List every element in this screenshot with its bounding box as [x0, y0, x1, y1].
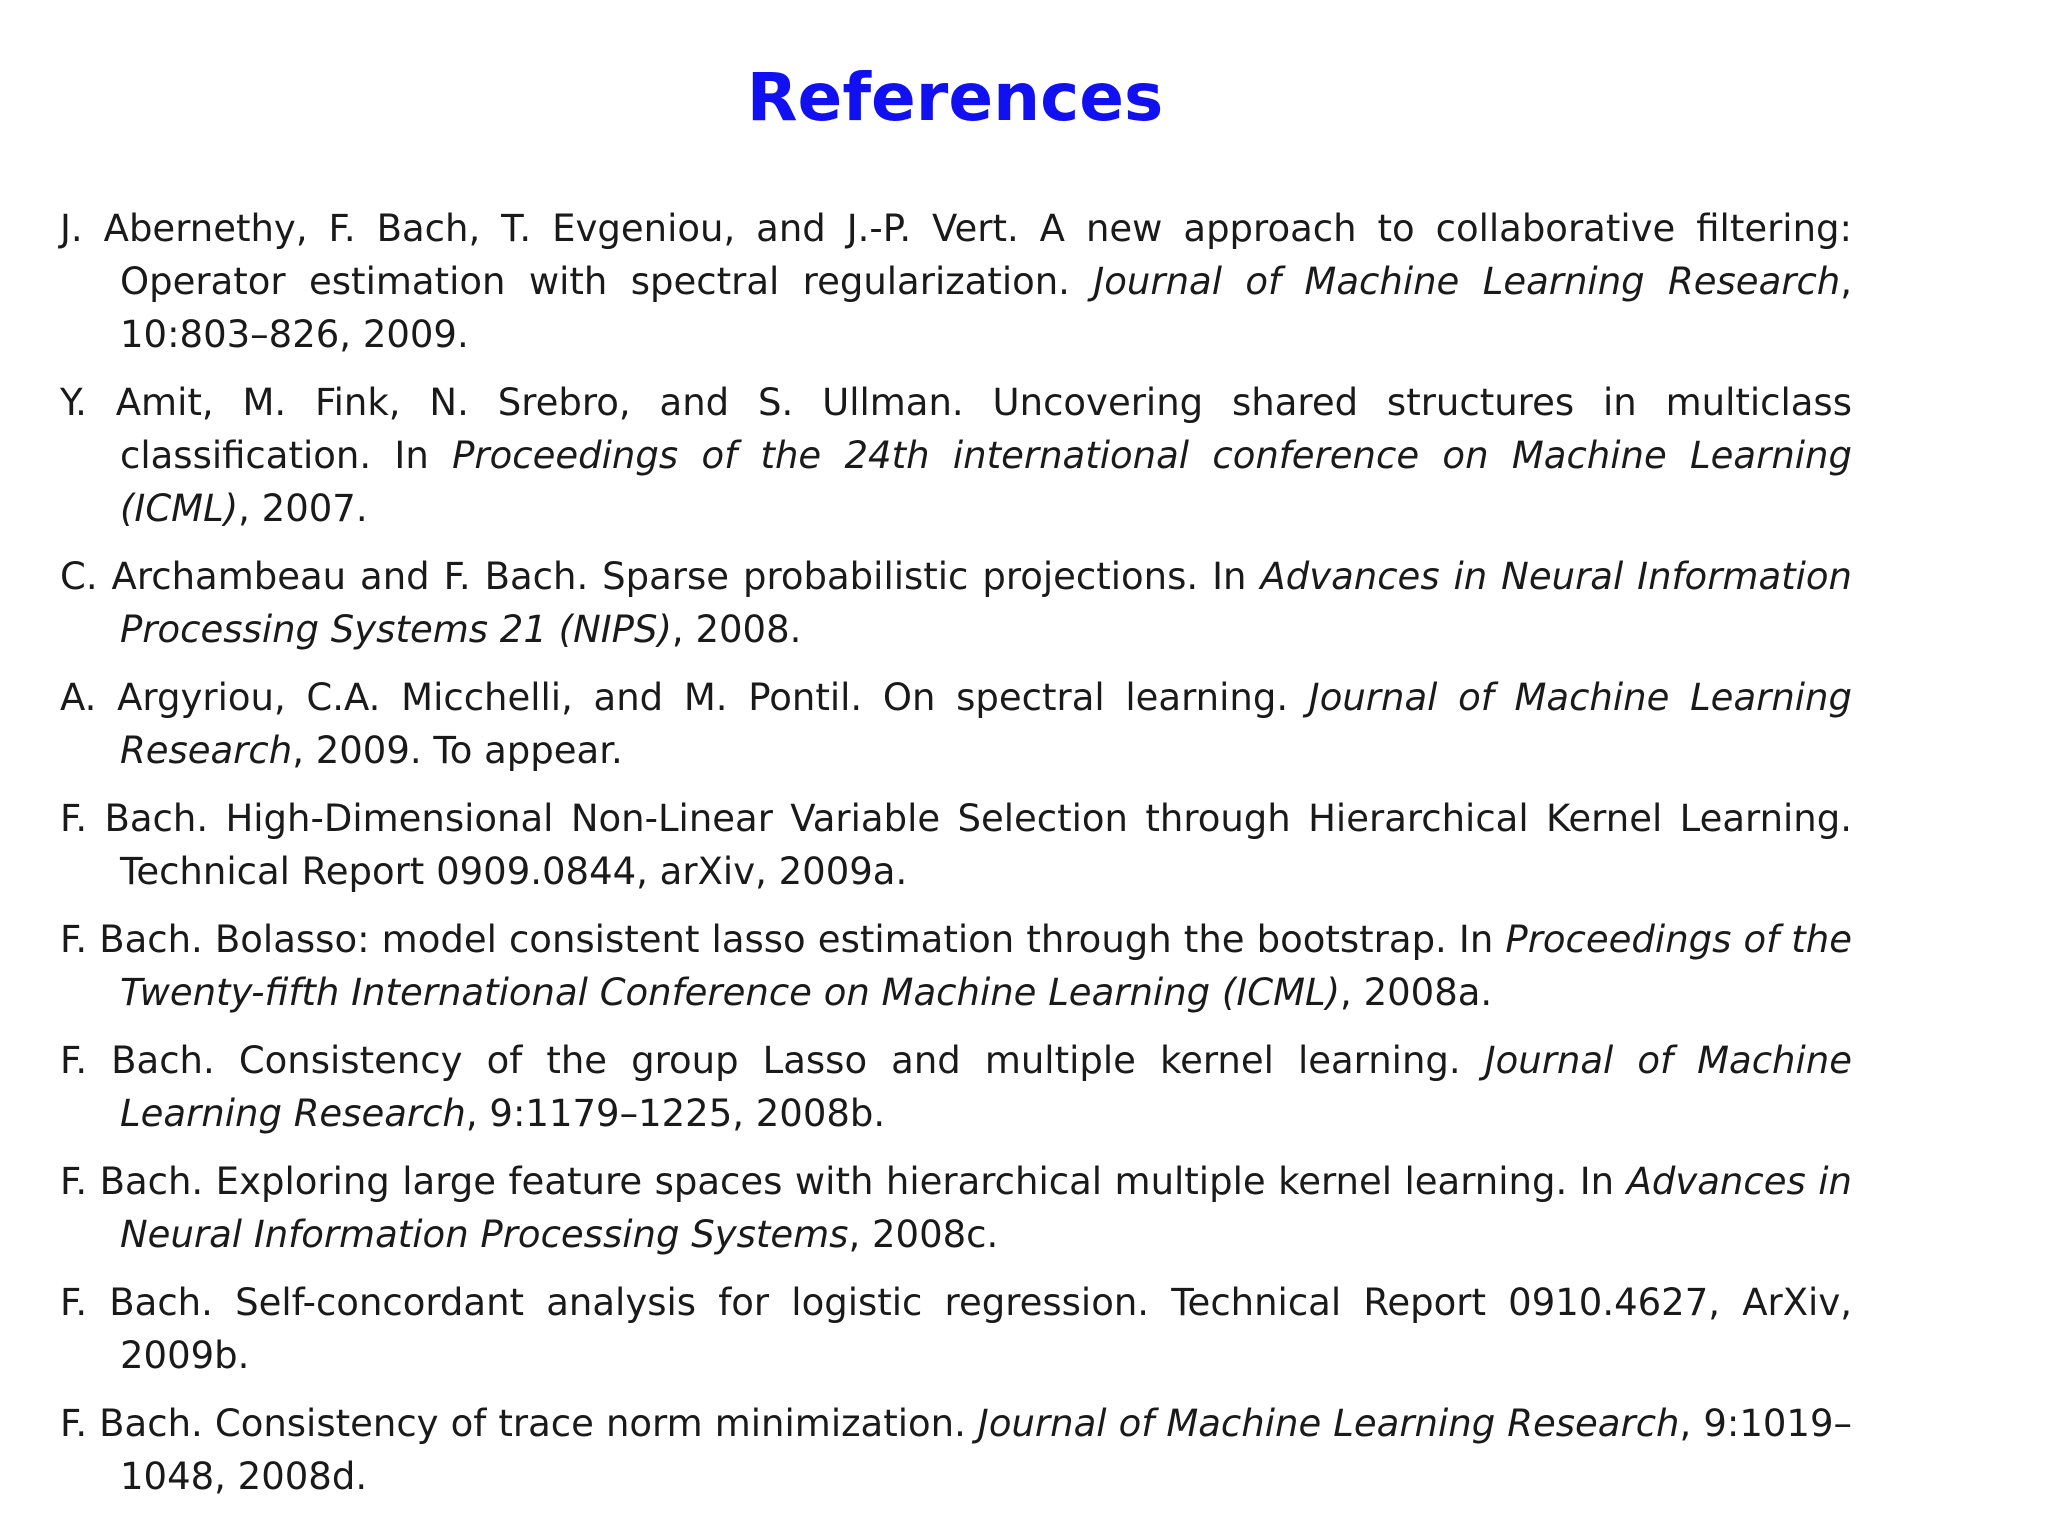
reference-details: , 2007.: [238, 487, 368, 530]
page-title: References: [746, 59, 1164, 136]
reference-item: [60, 913, 1852, 1019]
reference-list: [60, 202, 1852, 1518]
reference-venue: Journal of Machine Learning Research: [1093, 260, 1841, 303]
reference-text: F. Bach. Bolasso: model consistent lasso estimation through the bootstrap. In: [60, 918, 1506, 961]
reference-venue: Proceedings of the Twenty-fifth International Conference on Machine Learning (ICML): [120, 918, 1852, 1014]
reference-venue: Journal of Machine Learning Research: [120, 1039, 1852, 1135]
reference-details: , 2008a.: [1340, 971, 1493, 1014]
reference-details: , 9:1179–1225, 2008b.: [465, 1092, 886, 1135]
reference-venue: Proceedings of the 24th international conference on Machine Learning (ICML): [120, 434, 1852, 530]
reference-venue: Advances in Neural Information Processing Systems: [120, 1160, 1852, 1256]
reference-text: F. Bach. High-Dimensional Non-Linear Variable Selection through Hierarchical Kernel Learning. Technical Report 0909.0844, arXiv, 2009a.: [60, 797, 1852, 893]
reference-text: C. Archambeau and F. Bach. Sparse probabilistic projections. In: [60, 555, 1261, 598]
reference-text: F. Bach. Consistency of the group Lasso and multiple kernel learning.: [60, 1039, 1485, 1082]
reference-text: J. Abernethy, F. Bach, T. Evgeniou, and J.-P. Vert. A new approach to collaborative filtering: Operator estimation with spectral regularization.: [60, 207, 1852, 303]
reference-details: , 2008.: [671, 608, 802, 651]
reference-item: [60, 202, 1852, 361]
reference-details: , 10:803–826, 2009.: [120, 260, 1853, 356]
reference-text: F. Bach. Consistency of trace norm minimization.: [60, 1402, 978, 1445]
reference-item: [60, 1276, 1852, 1382]
reference-item: [60, 792, 1852, 898]
reference-details: , 2009. To appear.: [292, 729, 623, 772]
reference-details: , 2008c.: [848, 1213, 999, 1256]
reference-venue: Journal of Machine Learning Research: [120, 676, 1852, 772]
reference-text: F. Bach. Exploring large feature spaces with hierarchical multiple kernel learning. In: [60, 1160, 1627, 1203]
reference-venue: Advances in Neural Information Processing Systems 21 (NIPS): [120, 555, 1852, 651]
reference-item: [60, 376, 1852, 535]
reference-text: Y. Amit, M. Fink, N. Srebro, and S. Ullman. Uncovering shared structures in multiclass classification. In: [60, 381, 1852, 477]
reference-details: , 9:1019–1048, 2008d.: [120, 1402, 1852, 1498]
reference-text: F. Bach. Self-concordant analysis for logistic regression. Technical Report 0910.4627, ArXiv, 2009b.: [60, 1281, 1852, 1377]
reference-venue: Journal of Machine Learning Research: [977, 1402, 1680, 1445]
reference-item: [60, 1155, 1852, 1261]
reference-item: [60, 1397, 1852, 1503]
reference-item: [60, 671, 1852, 777]
reference-text: A. Argyriou, C.A. Micchelli, and M. Pontil. On spectral learning.: [60, 676, 1309, 719]
reference-item: [60, 1034, 1852, 1140]
reference-item: [60, 550, 1852, 656]
